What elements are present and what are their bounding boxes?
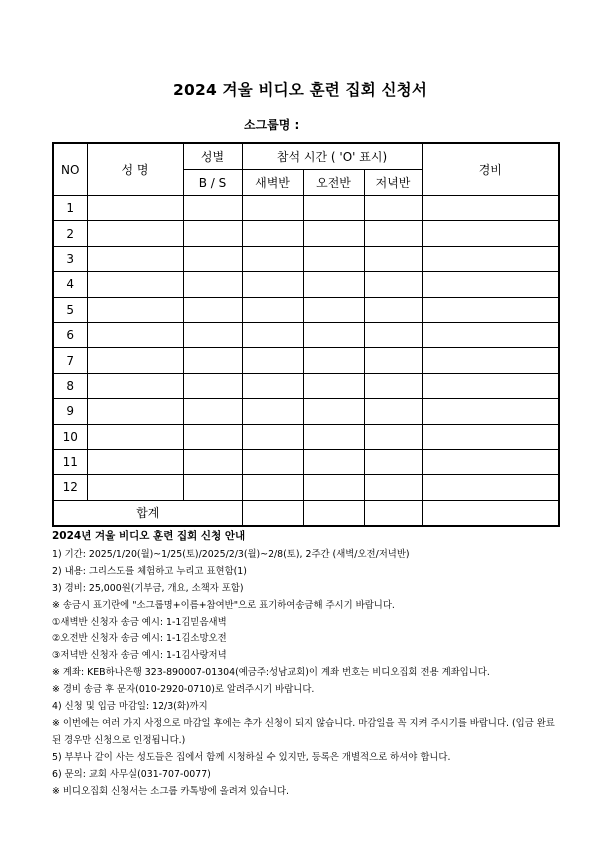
notice-line: ※ 이번에는 여러 가지 사정으로 마감일 후에는 추가 신청이 되지 않습니다. 마감일을 꼭 지켜 주시기를 바랍니다. (입금 완료된 경우만 신청으로 인정됩니다.) <box>52 717 555 746</box>
notice-line: ②오전반 신청자 송금 예시: 1-1김소망오전 <box>52 633 227 645</box>
header-gender: 성별 <box>183 143 242 170</box>
fee-cell[interactable] <box>422 449 559 474</box>
gender-cell[interactable] <box>183 348 242 373</box>
evening-cell[interactable] <box>364 348 422 373</box>
total-fee-cell[interactable] <box>422 500 559 526</box>
dawn-cell[interactable] <box>242 221 303 246</box>
row-number: 6 <box>53 322 87 347</box>
header-no: NO <box>53 143 87 196</box>
table-row <box>53 196 559 221</box>
morning-cell[interactable] <box>303 297 364 322</box>
table-row <box>53 373 559 398</box>
row-number: 9 <box>53 399 87 424</box>
table-row <box>53 424 559 449</box>
table-row <box>53 449 559 474</box>
morning-cell[interactable] <box>303 272 364 297</box>
form-title: 2024 겨울 비디오 훈련 집회 신청서 <box>173 81 427 99</box>
notice-line: 6) 문의: 교회 사무실(031-707-0077) <box>52 768 211 780</box>
fee-cell[interactable] <box>422 322 559 347</box>
evening-cell[interactable] <box>364 196 422 221</box>
notice-line: ※ 송금시 표기란에 "소그룹명+이름+참여반"으로 표기하여송금해 주시기 바랍니다. <box>52 599 395 611</box>
name-cell[interactable] <box>87 272 183 297</box>
table-row <box>53 399 559 424</box>
name-cell[interactable] <box>87 424 183 449</box>
notice-line: ※ 계좌: KEB하나은행 323-890007-01304(예금주:성남교회)이 계좌 번호는 비디오집회 전용 계좌입니다. <box>52 667 490 679</box>
header-dawn: 새벽반 <box>242 170 303 196</box>
fee-cell[interactable] <box>422 475 559 500</box>
morning-cell[interactable] <box>303 348 364 373</box>
dawn-cell[interactable] <box>242 272 303 297</box>
notice-line: ※ 비디오집회 신청서는 소그룹 카톡방에 올려져 있습니다. <box>52 785 290 797</box>
gender-cell[interactable] <box>183 449 242 474</box>
name-cell[interactable] <box>87 221 183 246</box>
row-number: 4 <box>53 272 87 297</box>
dawn-cell[interactable] <box>242 297 303 322</box>
morning-cell[interactable] <box>303 196 364 221</box>
dawn-cell[interactable] <box>242 246 303 271</box>
morning-cell[interactable] <box>303 424 364 449</box>
evening-cell[interactable] <box>364 475 422 500</box>
notice-line: 5) 부부나 같이 사는 성도들은 집에서 함께 시청하실 수 있지만, 등록은 개별적으로 하셔야 합니다. <box>52 751 451 763</box>
gender-cell[interactable] <box>183 373 242 398</box>
name-cell[interactable] <box>87 449 183 474</box>
evening-cell[interactable] <box>364 297 422 322</box>
row-number: 12 <box>53 475 87 500</box>
dawn-cell[interactable] <box>242 399 303 424</box>
gender-cell[interactable] <box>183 246 242 271</box>
total-label: 합계 <box>53 500 242 526</box>
dawn-cell[interactable] <box>242 475 303 500</box>
fee-cell[interactable] <box>422 221 559 246</box>
morning-cell[interactable] <box>303 399 364 424</box>
header-morning: 오전반 <box>303 170 364 196</box>
table-row <box>53 221 559 246</box>
header-fee: 경비 <box>422 143 559 196</box>
evening-cell[interactable] <box>364 424 422 449</box>
row-number: 1 <box>53 196 87 221</box>
gender-cell[interactable] <box>183 322 242 347</box>
header-evening: 저녁반 <box>364 170 422 196</box>
fee-cell[interactable] <box>422 373 559 398</box>
fee-cell[interactable] <box>422 424 559 449</box>
fee-cell[interactable] <box>422 297 559 322</box>
dawn-cell[interactable] <box>242 348 303 373</box>
gender-cell[interactable] <box>183 399 242 424</box>
header-gender-sub: B / S <box>183 170 242 196</box>
header-name: 성 명 <box>87 143 183 196</box>
fee-cell[interactable] <box>422 399 559 424</box>
application-table <box>52 142 560 527</box>
evening-cell[interactable] <box>364 272 422 297</box>
name-cell[interactable] <box>87 322 183 347</box>
table-row <box>53 297 559 322</box>
evening-cell[interactable] <box>364 322 422 347</box>
row-number: 7 <box>53 348 87 373</box>
name-cell[interactable] <box>87 297 183 322</box>
total-morning-cell[interactable] <box>303 500 364 526</box>
notice-line: 1) 기간: 2025/1/20(월)~1/25(토)/2025/2/3(월)~2/8(토), 2주간 (새벽/오전/저녁반) <box>52 548 410 560</box>
header-attendance: 참석 시간 ( 'O' 표시) <box>242 143 422 170</box>
evening-cell[interactable] <box>364 373 422 398</box>
notice-line: 4) 신청 및 입금 마감일: 12/3(화)까지 <box>52 701 208 713</box>
fee-cell[interactable] <box>422 272 559 297</box>
evening-cell[interactable] <box>364 449 422 474</box>
fee-cell[interactable] <box>422 348 559 373</box>
morning-cell[interactable] <box>303 373 364 398</box>
notice-lines <box>52 547 562 801</box>
name-cell[interactable] <box>87 399 183 424</box>
notice-section <box>52 528 562 801</box>
gender-cell[interactable] <box>183 424 242 449</box>
table-row <box>53 272 559 297</box>
gender-cell[interactable] <box>183 196 242 221</box>
notice-line: ※ 경비 송금 후 문자(010-2920-0710)로 알려주시기 바랍니다. <box>52 684 315 696</box>
name-cell[interactable] <box>87 373 183 398</box>
row-number: 3 <box>53 246 87 271</box>
dawn-cell[interactable] <box>242 196 303 221</box>
morning-cell[interactable] <box>303 322 364 347</box>
row-number: 11 <box>53 449 87 474</box>
name-cell[interactable] <box>87 196 183 221</box>
notice-title: 2024년 겨울 비디오 훈련 집회 신청 안내 <box>52 530 246 542</box>
fee-cell[interactable] <box>422 196 559 221</box>
table-row <box>53 475 559 500</box>
notice-line: ③저녁반 신청자 송금 예시: 1-1김사랑저녁 <box>52 650 227 662</box>
notice-line: ①새벽반 신청자 송금 예시: 1-1김믿음새벽 <box>52 616 227 628</box>
row-number: 5 <box>53 297 87 322</box>
name-cell[interactable] <box>87 348 183 373</box>
evening-cell[interactable] <box>364 246 422 271</box>
row-number: 10 <box>53 424 87 449</box>
morning-cell[interactable] <box>303 221 364 246</box>
morning-cell[interactable] <box>303 246 364 271</box>
total-dawn-cell[interactable] <box>242 500 303 526</box>
total-evening-cell[interactable] <box>364 500 422 526</box>
table-row <box>53 322 559 347</box>
morning-cell[interactable] <box>303 449 364 474</box>
dawn-cell[interactable] <box>242 449 303 474</box>
fee-cell[interactable] <box>422 246 559 271</box>
dawn-cell[interactable] <box>242 373 303 398</box>
notice-line: 2) 내용: 그리스도를 체험하고 누리고 표현함(1) <box>52 565 247 577</box>
row-number: 2 <box>53 221 87 246</box>
gender-cell[interactable] <box>183 475 242 500</box>
dawn-cell[interactable] <box>242 322 303 347</box>
name-cell[interactable] <box>87 475 183 500</box>
row-number: 8 <box>53 373 87 398</box>
evening-cell[interactable] <box>364 221 422 246</box>
name-cell[interactable] <box>87 246 183 271</box>
table-row <box>53 348 559 373</box>
morning-cell[interactable] <box>303 475 364 500</box>
gender-cell[interactable] <box>183 272 242 297</box>
evening-cell[interactable] <box>364 399 422 424</box>
notice-line: 3) 경비: 25,000원(기부금, 개요, 소책자 포함) <box>52 582 244 594</box>
table-row <box>53 246 559 271</box>
gender-cell[interactable] <box>183 221 242 246</box>
gender-cell[interactable] <box>183 297 242 322</box>
dawn-cell[interactable] <box>242 424 303 449</box>
small-group-label: 소그룹명 : <box>244 118 300 132</box>
